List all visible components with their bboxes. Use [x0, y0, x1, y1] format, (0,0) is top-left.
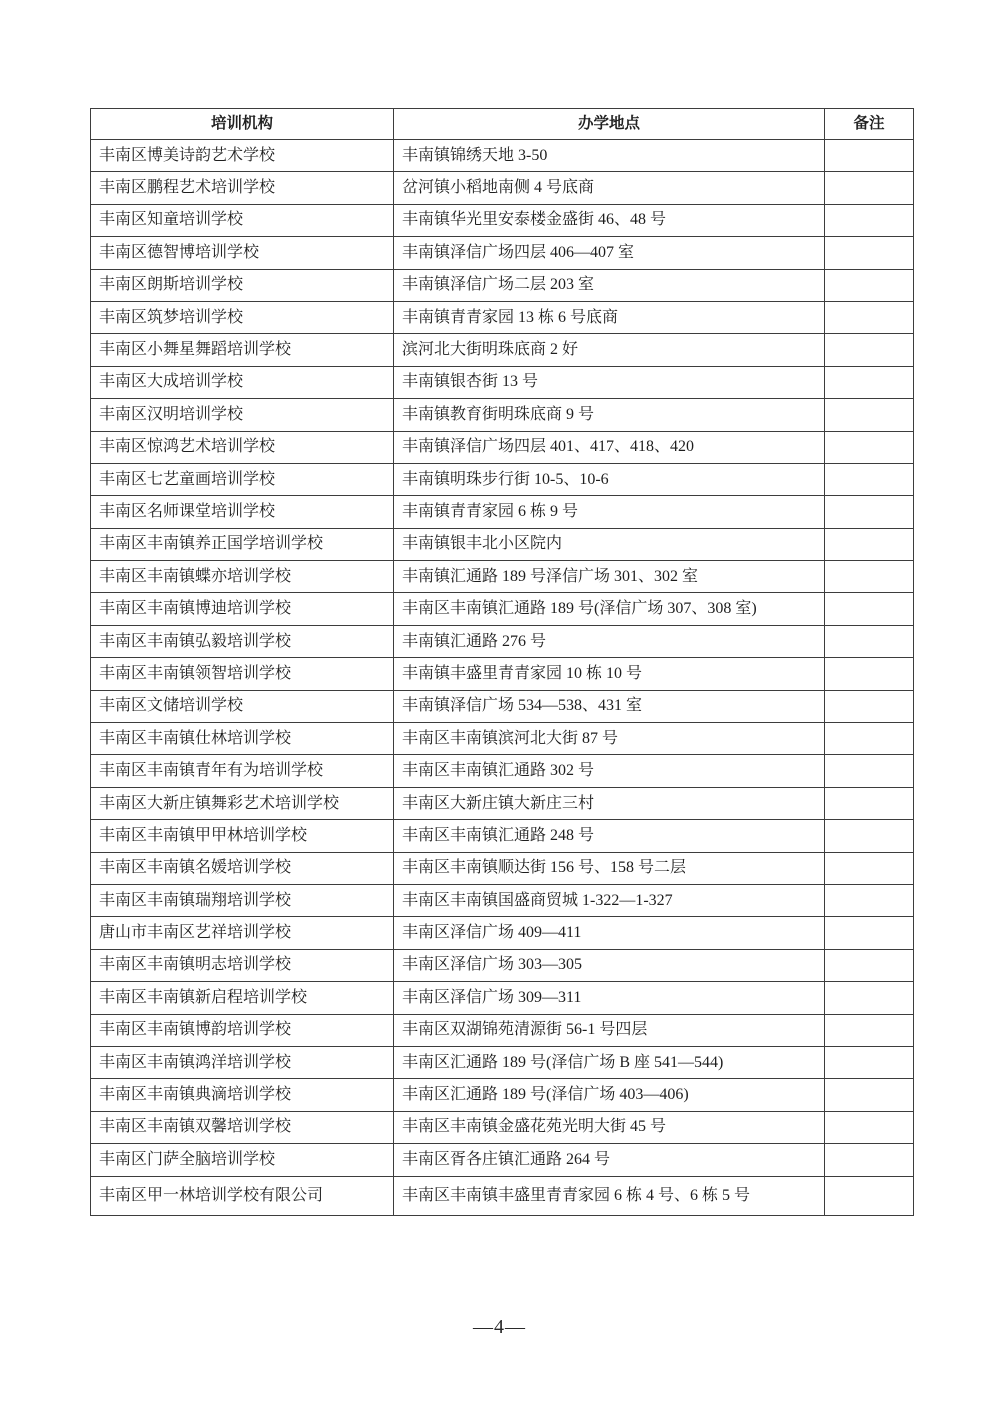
remark-cell	[825, 140, 914, 172]
remark-cell	[825, 690, 914, 722]
address-cell: 丰南区泽信广场 309—311	[394, 982, 825, 1014]
table-row	[91, 366, 914, 398]
table-row	[91, 431, 914, 463]
table-row	[91, 658, 914, 690]
address-cell: 丰南区丰南镇滨河北大街 87 号	[394, 723, 825, 755]
table-row	[91, 1176, 914, 1215]
table-row	[91, 884, 914, 916]
institution-cell: 丰南区丰南镇博韵培训学校	[91, 1014, 394, 1046]
institution-cell: 唐山市丰南区艺祥培训学校	[91, 917, 394, 949]
address-cell: 丰南区汇通路 189 号(泽信广场 B 座 541—544)	[394, 1046, 825, 1078]
remark-cell	[825, 301, 914, 333]
address-cell: 丰南镇丰盛里青青家园 10 栋 10 号	[394, 658, 825, 690]
address-cell: 丰南区汇通路 189 号(泽信广场 403—406)	[394, 1079, 825, 1111]
address-cell: 岔河镇小稻地南侧 4 号底商	[394, 172, 825, 204]
institution-cell: 丰南区丰南镇鸿洋培训学校	[91, 1046, 394, 1078]
institution-cell: 丰南区知童培训学校	[91, 204, 394, 236]
institution-cell: 丰南区汉明培训学校	[91, 399, 394, 431]
table-row	[91, 1144, 914, 1176]
institution-cell: 丰南区丰南镇仕林培训学校	[91, 723, 394, 755]
remark-cell	[825, 204, 914, 236]
remark-cell	[825, 496, 914, 528]
address-cell: 丰南区丰南镇丰盛里青青家园 6 栋 4 号、6 栋 5 号	[394, 1176, 825, 1215]
institution-cell: 丰南区博美诗韵艺术学校	[91, 140, 394, 172]
table-row	[91, 301, 914, 333]
address-cell: 丰南区丰南镇汇通路 248 号	[394, 820, 825, 852]
table-row	[91, 334, 914, 366]
remark-cell	[825, 625, 914, 657]
table-row	[91, 1046, 914, 1078]
address-cell: 丰南区胥各庄镇汇通路 264 号	[394, 1144, 825, 1176]
address-cell: 丰南区泽信广场 409—411	[394, 917, 825, 949]
remark-cell	[825, 723, 914, 755]
table-row	[91, 949, 914, 981]
address-cell: 丰南镇银杏街 13 号	[394, 366, 825, 398]
table-row	[91, 269, 914, 301]
address-cell: 丰南区泽信广场 303—305	[394, 949, 825, 981]
institution-cell: 丰南区丰南镇瑞翔培训学校	[91, 884, 394, 916]
remark-cell	[825, 949, 914, 981]
address-cell: 丰南区大新庄镇大新庄三村	[394, 787, 825, 819]
col-header-remark: 备注	[825, 109, 914, 140]
remark-cell	[825, 334, 914, 366]
address-cell: 丰南镇明珠步行街 10-5、10-6	[394, 463, 825, 495]
institution-cell: 丰南区丰南镇博迪培训学校	[91, 593, 394, 625]
col-header-address: 办学地点	[394, 109, 825, 140]
remark-cell	[825, 1111, 914, 1143]
address-cell: 丰南镇银丰北小区院内	[394, 528, 825, 560]
institution-cell: 丰南区甲一林培训学校有限公司	[91, 1176, 394, 1215]
remark-cell	[825, 820, 914, 852]
table-row	[91, 1111, 914, 1143]
institution-cell: 丰南区德智博培训学校	[91, 237, 394, 269]
institution-cell: 丰南区丰南镇甲甲林培训学校	[91, 820, 394, 852]
address-cell: 丰南镇汇通路 189 号泽信广场 301、302 室	[394, 561, 825, 593]
address-cell: 滨河北大街明珠底商 2 好	[394, 334, 825, 366]
remark-cell	[825, 787, 914, 819]
remark-cell	[825, 1144, 914, 1176]
institution-cell: 丰南区小舞星舞蹈培训学校	[91, 334, 394, 366]
address-cell: 丰南镇泽信广场二层 203 室	[394, 269, 825, 301]
table-row	[91, 1079, 914, 1111]
institution-cell: 丰南区筑梦培训学校	[91, 301, 394, 333]
remark-cell	[825, 658, 914, 690]
institution-cell: 丰南区丰南镇领智培训学校	[91, 658, 394, 690]
table-row	[91, 496, 914, 528]
institution-cell: 丰南区鹏程艺术培训学校	[91, 172, 394, 204]
remark-cell	[825, 269, 914, 301]
institution-cell: 丰南区门萨全脑培训学校	[91, 1144, 394, 1176]
address-cell: 丰南镇青青家园 6 栋 9 号	[394, 496, 825, 528]
institution-cell: 丰南区丰南镇明志培训学校	[91, 949, 394, 981]
address-cell: 丰南镇泽信广场四层 406—407 室	[394, 237, 825, 269]
institution-cell: 丰南区丰南镇青年有为培训学校	[91, 755, 394, 787]
remark-cell	[825, 528, 914, 560]
table-row	[91, 463, 914, 495]
address-cell: 丰南区丰南镇国盛商贸城 1-322—1-327	[394, 884, 825, 916]
address-cell: 丰南镇泽信广场四层 401、417、418、420	[394, 431, 825, 463]
institution-cell: 丰南区七艺童画培训学校	[91, 463, 394, 495]
institution-cell: 丰南区丰南镇名媛培训学校	[91, 852, 394, 884]
institution-cell: 丰南区大成培训学校	[91, 366, 394, 398]
table-row	[91, 917, 914, 949]
remark-cell	[825, 917, 914, 949]
remark-cell	[825, 431, 914, 463]
table-row	[91, 820, 914, 852]
remark-cell	[825, 982, 914, 1014]
remark-cell	[825, 561, 914, 593]
table-body	[91, 140, 914, 1216]
remark-cell	[825, 884, 914, 916]
address-cell: 丰南镇华光里安泰楼金盛街 46、48 号	[394, 204, 825, 236]
remark-cell	[825, 366, 914, 398]
table-row	[91, 528, 914, 560]
table-row	[91, 399, 914, 431]
institution-cell: 丰南区丰南镇养正国学培训学校	[91, 528, 394, 560]
table-row	[91, 1014, 914, 1046]
remark-cell	[825, 172, 914, 204]
address-cell: 丰南区丰南镇顺达街 156 号、158 号二层	[394, 852, 825, 884]
training-institutions-table	[90, 108, 914, 1216]
address-cell: 丰南区双湖锦苑清源街 56-1 号四层	[394, 1014, 825, 1046]
table-row	[91, 140, 914, 172]
table-row	[91, 982, 914, 1014]
table-row	[91, 172, 914, 204]
remark-cell	[825, 1079, 914, 1111]
address-cell: 丰南镇汇通路 276 号	[394, 625, 825, 657]
institution-cell: 丰南区丰南镇蝶亦培训学校	[91, 561, 394, 593]
table-row	[91, 723, 914, 755]
institution-cell: 丰南区名师课堂培训学校	[91, 496, 394, 528]
remark-cell	[825, 852, 914, 884]
table-row	[91, 690, 914, 722]
table-row	[91, 237, 914, 269]
remark-cell	[825, 1014, 914, 1046]
address-cell: 丰南区丰南镇汇通路 189 号(泽信广场 307、308 室)	[394, 593, 825, 625]
remark-cell	[825, 755, 914, 787]
address-cell: 丰南镇泽信广场 534—538、431 室	[394, 690, 825, 722]
table-row	[91, 755, 914, 787]
institution-cell: 丰南区朗斯培训学校	[91, 269, 394, 301]
remark-cell	[825, 1046, 914, 1078]
remark-cell	[825, 1176, 914, 1215]
table-row	[91, 593, 914, 625]
table-row	[91, 787, 914, 819]
remark-cell	[825, 593, 914, 625]
institution-cell: 丰南区丰南镇典滴培训学校	[91, 1079, 394, 1111]
table-row	[91, 852, 914, 884]
institution-cell: 丰南区丰南镇弘毅培训学校	[91, 625, 394, 657]
institution-cell: 丰南区文储培训学校	[91, 690, 394, 722]
remark-cell	[825, 237, 914, 269]
institution-cell: 丰南区丰南镇新启程培训学校	[91, 982, 394, 1014]
address-cell: 丰南区丰南镇金盛花苑光明大街 45 号	[394, 1111, 825, 1143]
institution-cell: 丰南区丰南镇双馨培训学校	[91, 1111, 394, 1143]
address-cell: 丰南镇青青家园 13 栋 6 号底商	[394, 301, 825, 333]
table-row	[91, 625, 914, 657]
page-number: —4—	[473, 1316, 526, 1338]
address-cell: 丰南镇教育街明珠底商 9 号	[394, 399, 825, 431]
header-row	[91, 109, 914, 140]
col-header-institution: 培训机构	[91, 109, 394, 140]
table-row	[91, 561, 914, 593]
address-cell: 丰南镇锦绣天地 3-50	[394, 140, 825, 172]
institution-cell: 丰南区惊鸿艺术培训学校	[91, 431, 394, 463]
remark-cell	[825, 399, 914, 431]
address-cell: 丰南区丰南镇汇通路 302 号	[394, 755, 825, 787]
institution-cell: 丰南区大新庄镇舞彩艺术培训学校	[91, 787, 394, 819]
table-row	[91, 204, 914, 236]
remark-cell	[825, 463, 914, 495]
